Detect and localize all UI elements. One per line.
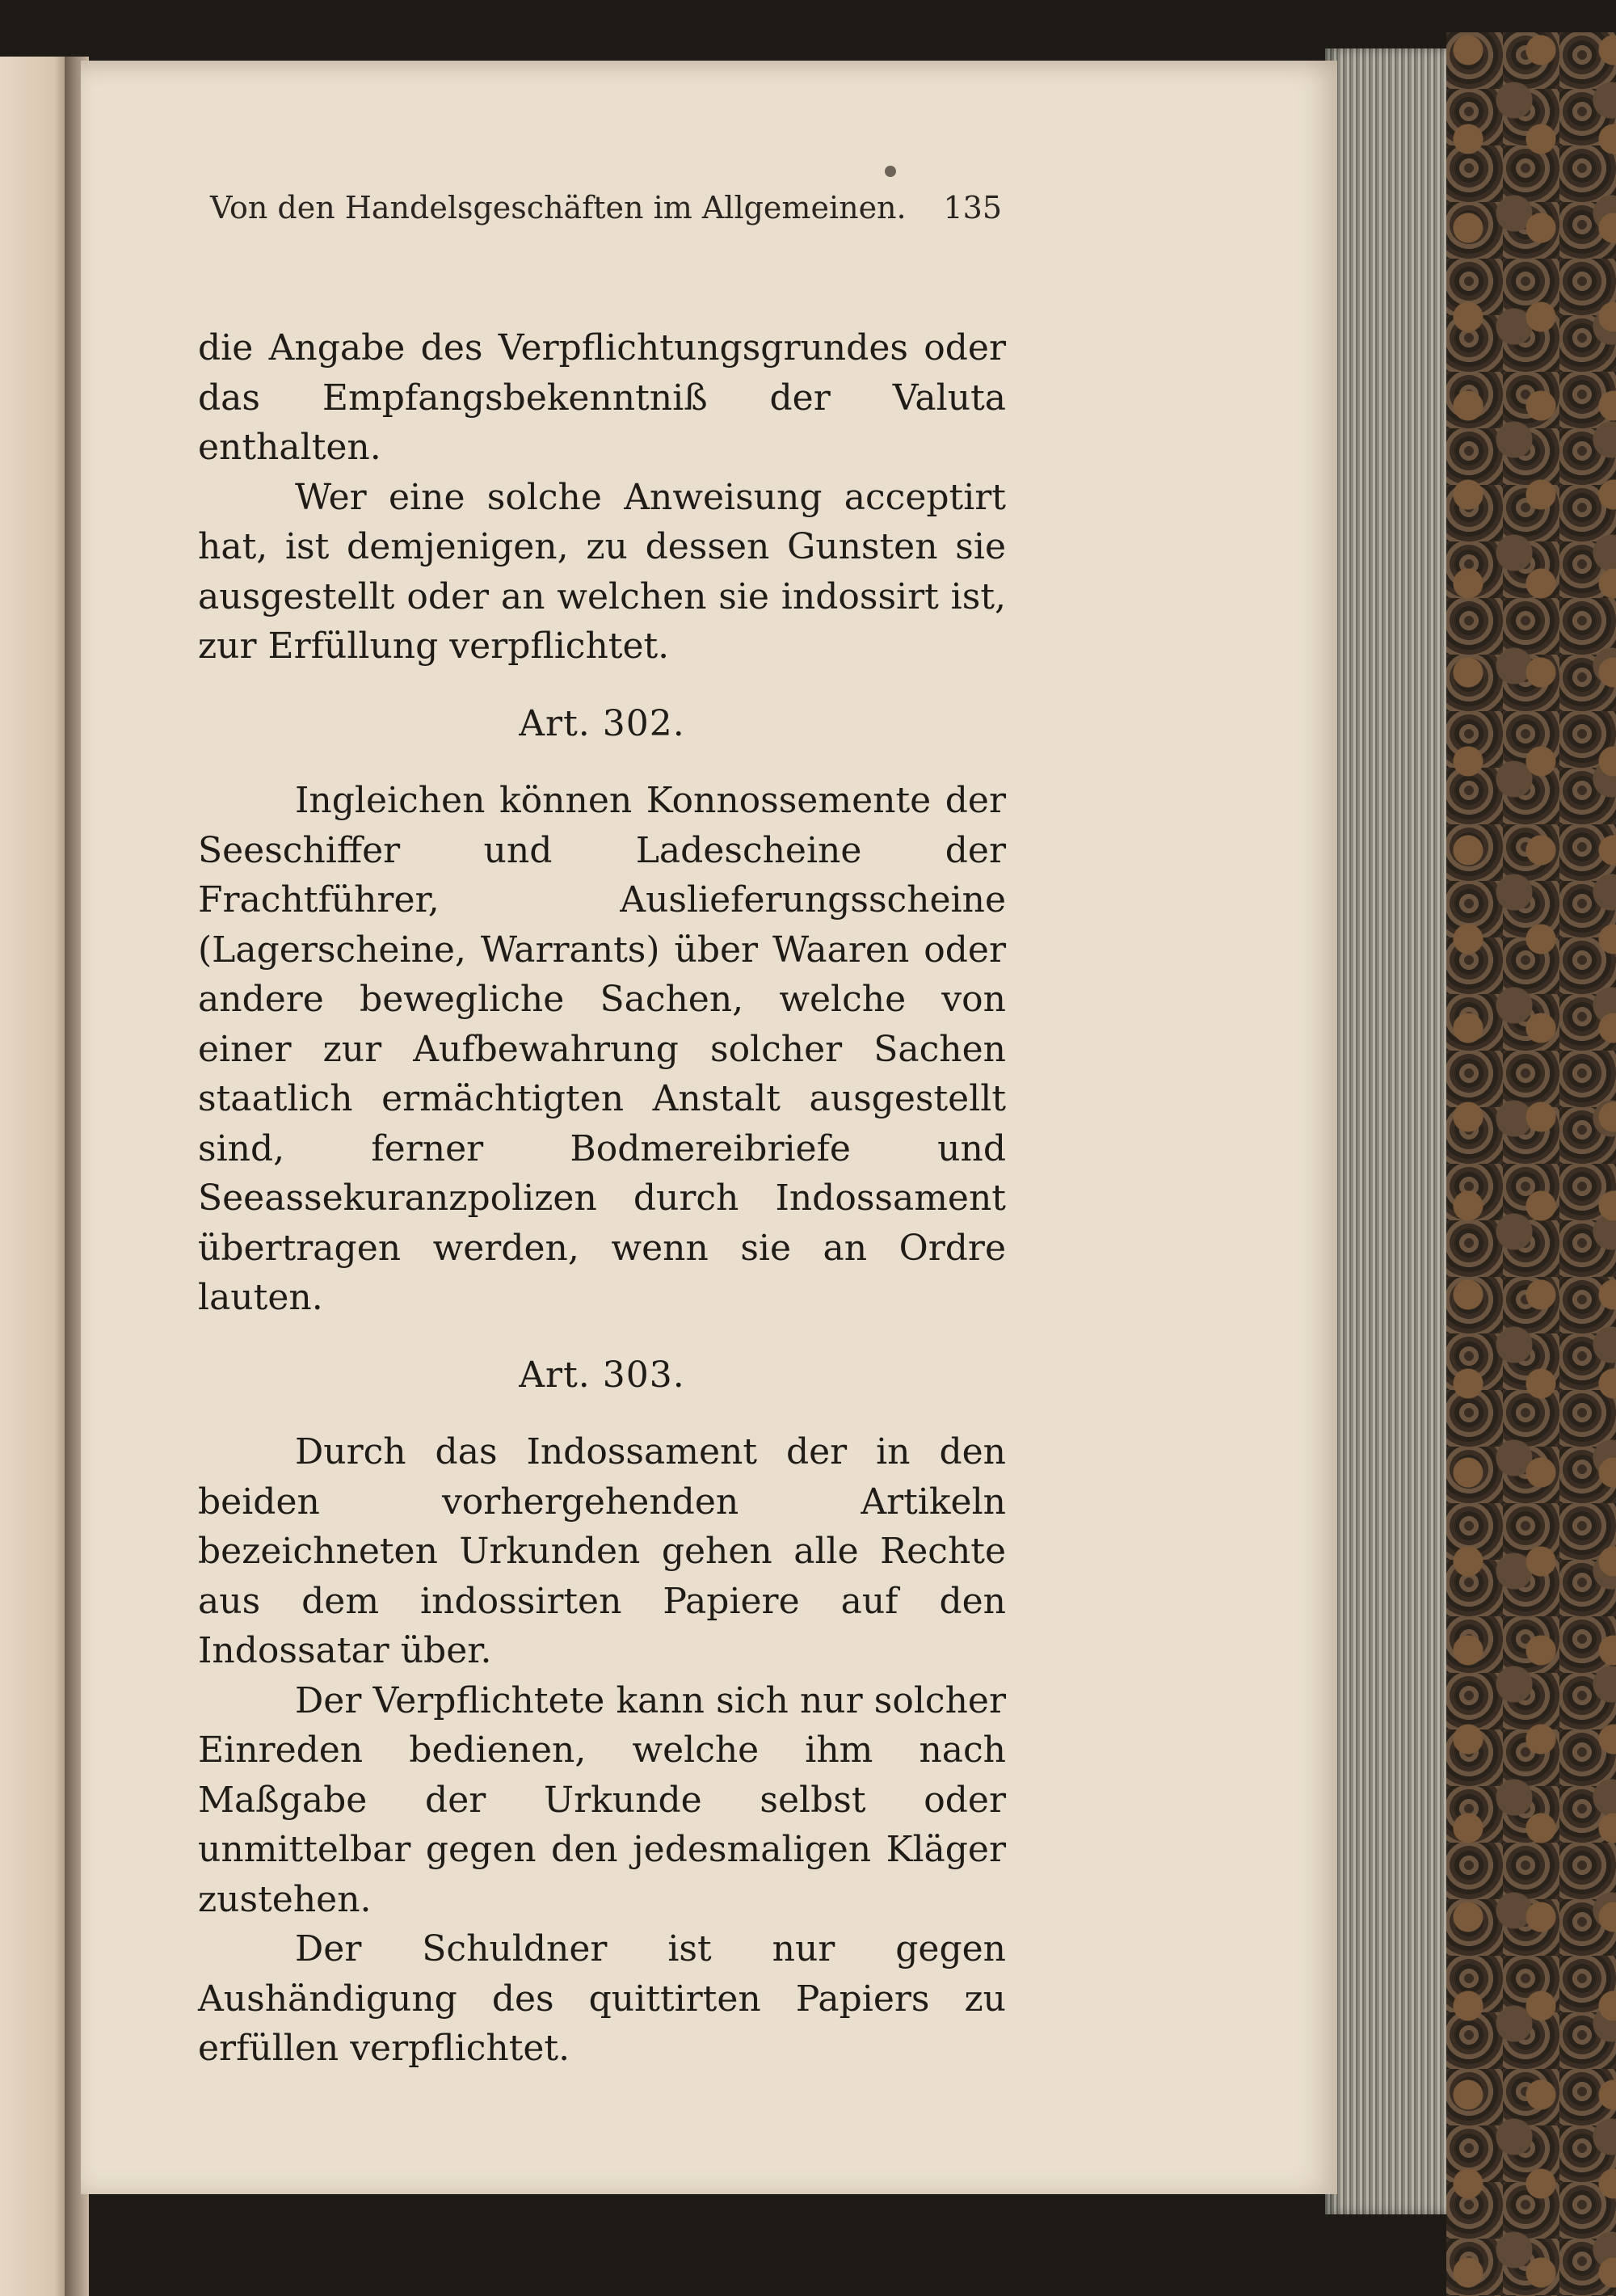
article-heading-303: Art. 303. [519,1354,685,1396]
marbled-cover [1446,32,1616,2296]
running-header [129,182,1002,230]
page-number: 135 [943,190,1002,225]
ink-dot [885,166,896,177]
paragraph-acceptance: Wer eine solche Anweisung acceptirt hat, ist demjenigen, zu dessen Gunsten sie ausgestellt oder an welchen sie indossirt ist, zur Erfüllung verpflichtet. [198,476,1006,667]
paragraph-continuation: die Angabe des Verpflichtungsgrundes oder das Empfangsbekenntniß der Valuta enthalten. [198,327,1006,468]
page-body [198,323,1006,2074]
page-edges [1325,48,1446,2214]
paragraph-art-303-3: Der Schuldner ist nur gegen Aushändigung des quittirten Papiers zu erfüllen verpflichtet. [198,1928,1006,2069]
paragraph-art-302: Ingleichen können Konnossemente der Seeschiffer und Ladescheine der Frachtführer, Auslieferungsscheine (Lagerscheine, Warrants) über Waaren oder andere bewegliche Sachen, welche von einer zur Aufbewahrung solcher Sachen staatlich ermächtigten Anstalt ausgestellt sind, ferner Bodmereibriefe und Seeassekuranzpolizen durch Indossament übertragen werden, wenn sie an Ordre lauten. [198,780,1006,1318]
paragraph-art-303-1: Durch das Indossament der in den beiden vorhergehenden Artikeln bezeichneten Urkunden gehen alle Rechte aus dem indossirten Papiere auf den Indossatar über. [198,1431,1006,1671]
paragraph-art-303-2: Der Verpflichtete kann sich nur solcher Einreden bedienen, welche ihm nach Maßgabe der Urkunde selbst oder unmittelbar gegen den jedesmaligen Kläger zustehen. [198,1679,1006,1920]
article-heading-302: Art. 302. [519,702,685,744]
running-title: Von den Handelsgeschäften im Allgemeinen. [210,190,907,225]
